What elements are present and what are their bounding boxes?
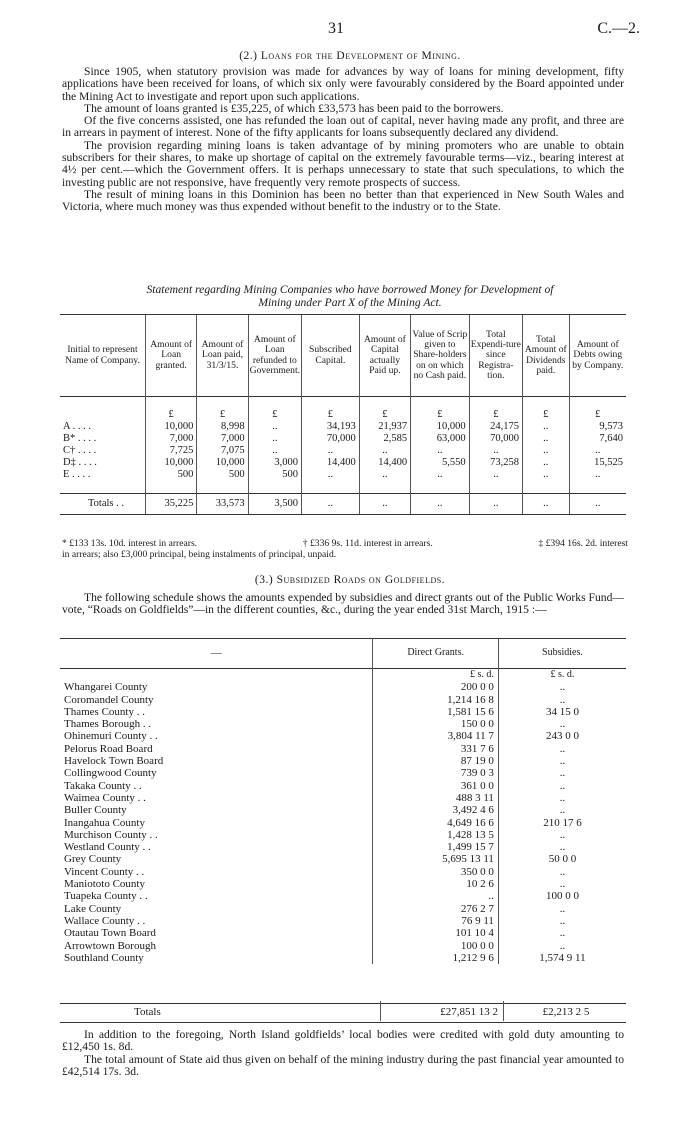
roads-intro-text: The following schedule shows the amounts expended by subsidies and direct grants out of the Public Works Fund—vote, “Roads on Goldfields”—in the different counties, &c., during the year ended 31st March, 1915 :— xyxy=(62,591,624,617)
table-cell: 9,573 xyxy=(569,421,626,433)
table-cell: .. xyxy=(523,469,570,481)
direct-grant-value: 200 0 0 xyxy=(373,681,498,693)
table-row xyxy=(60,841,626,853)
table-cell: 10,000 xyxy=(145,421,196,433)
subsidy-value: .. xyxy=(498,915,626,927)
subsidy-value: 210 17 6 xyxy=(498,817,626,829)
table-row xyxy=(60,853,626,865)
table-cell: .. xyxy=(302,469,360,481)
page-header xyxy=(0,14,700,38)
subsidy-value: 34 15 0 xyxy=(498,706,626,718)
county-name: Southland County xyxy=(64,951,144,964)
county-name: Tuapeka County . . xyxy=(64,890,148,903)
document-reference: C.—2. xyxy=(597,20,640,37)
table-cell: E . . . . xyxy=(63,468,91,480)
footnote: ‡ £394 16s. 2d. interest xyxy=(538,538,628,549)
table-row xyxy=(60,421,626,433)
direct-grant-value: 361 0 0 xyxy=(373,780,498,792)
statement-title-line: Mining under Part X of the Mining Act. xyxy=(258,295,442,309)
divider xyxy=(380,1001,381,1021)
county-name: Wallace County . . xyxy=(64,914,146,927)
column-header: Amount of Loan granted. xyxy=(145,315,196,397)
table-cell: 35,225 xyxy=(145,493,196,514)
direct-grant-value: 1,428 13 5 xyxy=(373,829,498,841)
table-cell: 63,000 xyxy=(411,433,470,445)
county-name: Havelock Town Board xyxy=(64,755,164,768)
table-row xyxy=(60,866,626,878)
table-cell: £ xyxy=(469,397,522,421)
table-cell: .. xyxy=(302,493,360,514)
table-cell: 3,500 xyxy=(248,493,301,514)
table-row xyxy=(60,817,626,829)
subsidy-value: .. xyxy=(498,681,626,693)
subsidy-value: .. xyxy=(498,694,626,706)
table-cell: 500 xyxy=(197,469,248,481)
closing-paragraph: In addition to the foregoing, North Island goldfields’ local bodies were credited with gold duty amounting to £12,450 1s. 8d. xyxy=(62,1028,624,1054)
table-cell: 14,400 xyxy=(359,457,410,469)
table-row xyxy=(60,792,626,804)
county-name: Murchison County . . xyxy=(64,828,158,841)
column-header: Direct Grants. xyxy=(373,639,498,669)
table-row xyxy=(60,706,626,718)
table-cell: 500 xyxy=(145,469,196,481)
table-cell: A . . . . xyxy=(63,420,92,432)
footnote-line xyxy=(62,538,628,549)
table-cell: 21,937 xyxy=(359,421,410,433)
table-cell: .. xyxy=(248,433,301,445)
table-cell: 7,075 xyxy=(197,445,248,457)
table-cell: .. xyxy=(411,445,470,457)
subsidy-value: .. xyxy=(498,866,626,878)
table-row xyxy=(60,927,626,939)
table-cell: .. xyxy=(411,493,470,514)
table-cell: 15,525 xyxy=(569,457,626,469)
table-row xyxy=(60,940,626,952)
table-cell: 7,725 xyxy=(145,445,196,457)
loans-paragraph: The provision regarding mining loans is taken advantage of by mining promoters who are unable to obtain subscribers for their shares, to make up shortage of capital on the extremely favourable terms—viz., bearing interest at 4½ per cent.—which the Government offers. It is perhaps unnecessary to state that such speculations, to which the investing public are not responsive, have frequently very remote prospects of success. xyxy=(62,138,624,189)
table-cell: .. xyxy=(569,469,626,481)
loans-paragraph: Of the five concerns assisted, one has refunded the loan out of capital, never having made any profit, and three are in arrears in payment of interest. None of the fifty applicants for loans subsequently declared any dividend. xyxy=(62,114,624,140)
column-header: Amount of Capital actually Paid up. xyxy=(359,315,410,397)
column-header: Total Amount of Dividends paid. xyxy=(523,315,570,397)
table-cell: D‡ . . . . xyxy=(63,456,97,468)
table-cell: £ xyxy=(411,397,470,421)
direct-grant-value: 87 19 0 xyxy=(373,755,498,767)
roads-intro xyxy=(62,592,624,617)
table-row xyxy=(60,445,626,457)
subsidy-value: .. xyxy=(498,927,626,939)
table-row xyxy=(60,694,626,706)
subsidy-value: .. xyxy=(498,829,626,841)
table-row xyxy=(60,681,626,693)
footnote: † £336 9s. 11d. interest in arrears. xyxy=(302,538,433,549)
column-header: — xyxy=(210,647,222,660)
table-row xyxy=(60,903,626,915)
table-cell: £ xyxy=(359,397,410,421)
direct-grant-value: 276 2 7 xyxy=(373,903,498,915)
footnote: * £133 13s. 10d. interest in arrears. xyxy=(62,538,198,549)
table-row xyxy=(60,457,626,469)
direct-grant-value: 1,581 15 6 xyxy=(373,706,498,718)
direct-grant-value: 3,492 4 6 xyxy=(373,804,498,816)
table-cell: .. xyxy=(302,445,360,457)
loans-paragraph: The result of mining loans in this Dominion has been no better than that experienced in New South Wales and Victoria, where much money was thus expended without benefit to the industry or to the State. xyxy=(62,187,624,214)
county-name: Thames County . . xyxy=(64,705,145,718)
county-name: Grey County xyxy=(64,853,122,866)
subsidy-value: 243 0 0 xyxy=(498,730,626,742)
table-row xyxy=(60,878,626,890)
roads-schedule-table xyxy=(60,638,626,964)
loans-paragraphs xyxy=(62,66,624,214)
table-row xyxy=(60,730,626,742)
county-name: Takaka County . . xyxy=(64,779,142,792)
table-cell: .. xyxy=(523,493,570,514)
table-row xyxy=(60,915,626,927)
column-header: Amount of Loan paid, 31/3/15. xyxy=(197,315,248,397)
column-header: Subsidies. xyxy=(498,639,626,669)
column-header: Subscribed Capital. xyxy=(302,315,360,397)
loans-paragraph: Since 1905, when statutory provision was made for advances by way of loans for mining development, fifty applications have been received for loans, of which six only were favourably considered by the Board appointed under the Mining Act to investigate and report upon such applications. xyxy=(62,65,624,103)
direct-grant-value: 1,499 15 7 xyxy=(373,841,498,853)
column-header: Amount of Debts owing by Company. xyxy=(569,315,626,397)
table-cell: £ xyxy=(302,397,360,421)
subsidy-value: .. xyxy=(498,878,626,890)
direct-grant-value: 150 0 0 xyxy=(373,718,498,730)
loans-heading: (2.) Loans for the Development of Mining. xyxy=(239,50,461,62)
table-cell: 5,550 xyxy=(411,457,470,469)
table-cell: .. xyxy=(569,493,626,514)
table-cell: .. xyxy=(248,421,301,433)
direct-grant-value: 100 0 0 xyxy=(373,940,498,952)
totals-subsidies: £2,213 2 5 xyxy=(542,1006,590,1018)
direct-grant-value: 350 0 0 xyxy=(373,866,498,878)
table-cell: .. xyxy=(248,445,301,457)
county-name: Thames Borough . . xyxy=(64,718,152,731)
direct-grant-value: 5,695 13 11 xyxy=(373,853,498,865)
table-cell: 10,000 xyxy=(145,457,196,469)
table-cell: .. xyxy=(359,493,410,514)
table-cell: 24,175 xyxy=(469,421,522,433)
statement-footnotes xyxy=(62,538,628,560)
direct-grant-value: 488 3 11 xyxy=(373,792,498,804)
totals-label: Totals xyxy=(134,1006,161,1018)
county-name: Pelorus Road Board xyxy=(64,742,153,755)
table-row xyxy=(60,433,626,445)
table-row xyxy=(60,952,626,964)
closing-paragraphs xyxy=(62,1029,624,1078)
currency-row xyxy=(60,397,626,421)
table-cell: 500 xyxy=(248,469,301,481)
subsidy-value: 1,574 9 11 xyxy=(498,952,626,964)
divider xyxy=(60,1003,626,1004)
county-name: Vincent County . . xyxy=(64,865,145,878)
table-cell: £ xyxy=(145,397,196,421)
table-row xyxy=(60,780,626,792)
subsidy-value: .. xyxy=(498,755,626,767)
subsidy-value: .. xyxy=(498,804,626,816)
table-cell: 7,000 xyxy=(197,433,248,445)
direct-grant-value: 331 7 6 xyxy=(373,743,498,755)
subsidy-value: .. xyxy=(498,743,626,755)
direct-grant-value: 3,804 11 7 xyxy=(373,730,498,742)
unit-label: £ s. d. xyxy=(373,669,498,682)
table-cell: 14,400 xyxy=(302,457,360,469)
column-header: Amount of Loan refunded to Government. xyxy=(248,315,301,397)
subsidy-value: .. xyxy=(498,841,626,853)
table-cell: 33,573 xyxy=(197,493,248,514)
subsidy-value: .. xyxy=(498,903,626,915)
direct-grant-value: 4,649 16 6 xyxy=(373,817,498,829)
table-cell: 73,258 xyxy=(469,457,522,469)
county-name: Coromandel County xyxy=(64,693,154,706)
loans-paragraph: The amount of loans granted is £35,225, of which £33,573 has been paid to the borrowers. xyxy=(84,101,504,115)
table-cell: .. xyxy=(523,445,570,457)
county-name: Ohinemuri County . . xyxy=(64,730,158,743)
table-cell: 2,585 xyxy=(359,433,410,445)
table-cell: .. xyxy=(523,421,570,433)
totals-row xyxy=(60,493,626,514)
table-cell: 10,000 xyxy=(411,421,470,433)
table-cell: 8,998 xyxy=(197,421,248,433)
county-name: Waimea County . . xyxy=(64,791,146,804)
table-cell: 70,000 xyxy=(469,433,522,445)
county-name: Maniototo County xyxy=(64,878,145,891)
direct-grant-value: .. xyxy=(373,890,498,902)
unit-label: £ s. d. xyxy=(498,669,626,682)
table-cell: .. xyxy=(523,457,570,469)
table-cell: £ xyxy=(248,397,301,421)
table-row xyxy=(60,890,626,902)
statement-title xyxy=(40,284,660,309)
table-cell: 10,000 xyxy=(197,457,248,469)
table-row xyxy=(60,743,626,755)
table-row xyxy=(60,767,626,779)
roads-heading: (3.) Subsidized Roads on Goldfields. xyxy=(254,574,446,586)
subsidy-value: 50 0 0 xyxy=(498,853,626,865)
county-name: Whangarei County xyxy=(64,681,148,694)
table-cell: .. xyxy=(469,493,522,514)
table-row xyxy=(60,469,626,481)
county-name: Westland County . . xyxy=(64,841,151,854)
table-cell: B* . . . . xyxy=(63,432,97,444)
direct-grant-value: 1,214 16 8 xyxy=(373,694,498,706)
divider xyxy=(503,1001,504,1021)
table-cell: .. xyxy=(359,469,410,481)
page-number: 31 xyxy=(328,20,344,37)
county-name: Buller County xyxy=(64,804,127,817)
county-name: Collingwood County xyxy=(64,767,157,780)
subsidy-value: 100 0 0 xyxy=(498,890,626,902)
divider xyxy=(60,1022,626,1023)
table-cell: £ xyxy=(569,397,626,421)
totals-label: Totals . . xyxy=(60,493,145,514)
table-cell: .. xyxy=(569,445,626,457)
table-cell: C† . . . . xyxy=(63,444,97,456)
table-cell: 70,000 xyxy=(302,433,360,445)
subsidy-value: .. xyxy=(498,792,626,804)
direct-grant-value: 739 0 3 xyxy=(373,767,498,779)
column-header: Total Expendi-ture since Registra-tion. xyxy=(469,315,522,397)
county-name: Inangahua County xyxy=(64,816,145,829)
table-cell: 7,640 xyxy=(569,433,626,445)
table-cell: 3,000 xyxy=(248,457,301,469)
direct-grant-value: 10 2 6 xyxy=(373,878,498,890)
table-cell: £ xyxy=(197,397,248,421)
table-cell: 34,193 xyxy=(302,421,360,433)
subsidy-value: .. xyxy=(498,767,626,779)
table-row xyxy=(60,755,626,767)
table-cell: .. xyxy=(359,445,410,457)
table-cell: 7,000 xyxy=(145,433,196,445)
footnote: in arrears; also £3,000 principal, being instalments of principal, unpaid. xyxy=(62,549,337,560)
subsidy-value: .. xyxy=(498,780,626,792)
county-name: Lake County xyxy=(64,902,122,915)
table-cell xyxy=(60,397,145,421)
table-cell: .. xyxy=(469,445,522,457)
column-header: Initial to represent Name of Company. xyxy=(60,315,145,397)
table-row xyxy=(60,804,626,816)
statement-title-line: Statement regarding Mining Companies who have borrowed Money for Development of xyxy=(146,283,554,296)
column-header: Value of Scrip given to Share-holders on on which no Cash paid. xyxy=(411,315,470,397)
table-cell: £ xyxy=(523,397,570,421)
table-row xyxy=(60,718,626,730)
subsidy-value: .. xyxy=(498,940,626,952)
table-cell: .. xyxy=(469,469,522,481)
county-name: Otautau Town Board xyxy=(64,927,156,940)
table-row xyxy=(60,829,626,841)
subsidy-value: .. xyxy=(498,718,626,730)
table-cell: .. xyxy=(523,433,570,445)
closing-paragraph: The total amount of State aid thus given on behalf of the mining industry during the past financial year amounted to £42,514 17s. 3d. xyxy=(62,1052,624,1078)
table-cell: .. xyxy=(411,469,470,481)
direct-grant-value: 1,212 9 6 xyxy=(373,952,498,964)
county-name: Arrowtown Borough xyxy=(64,939,156,952)
direct-grant-value: 101 10 4 xyxy=(373,927,498,939)
direct-grant-value: 76 9 11 xyxy=(373,915,498,927)
totals-direct-grants: £27,851 13 2 xyxy=(440,1006,498,1018)
loans-statement-table xyxy=(60,314,626,515)
